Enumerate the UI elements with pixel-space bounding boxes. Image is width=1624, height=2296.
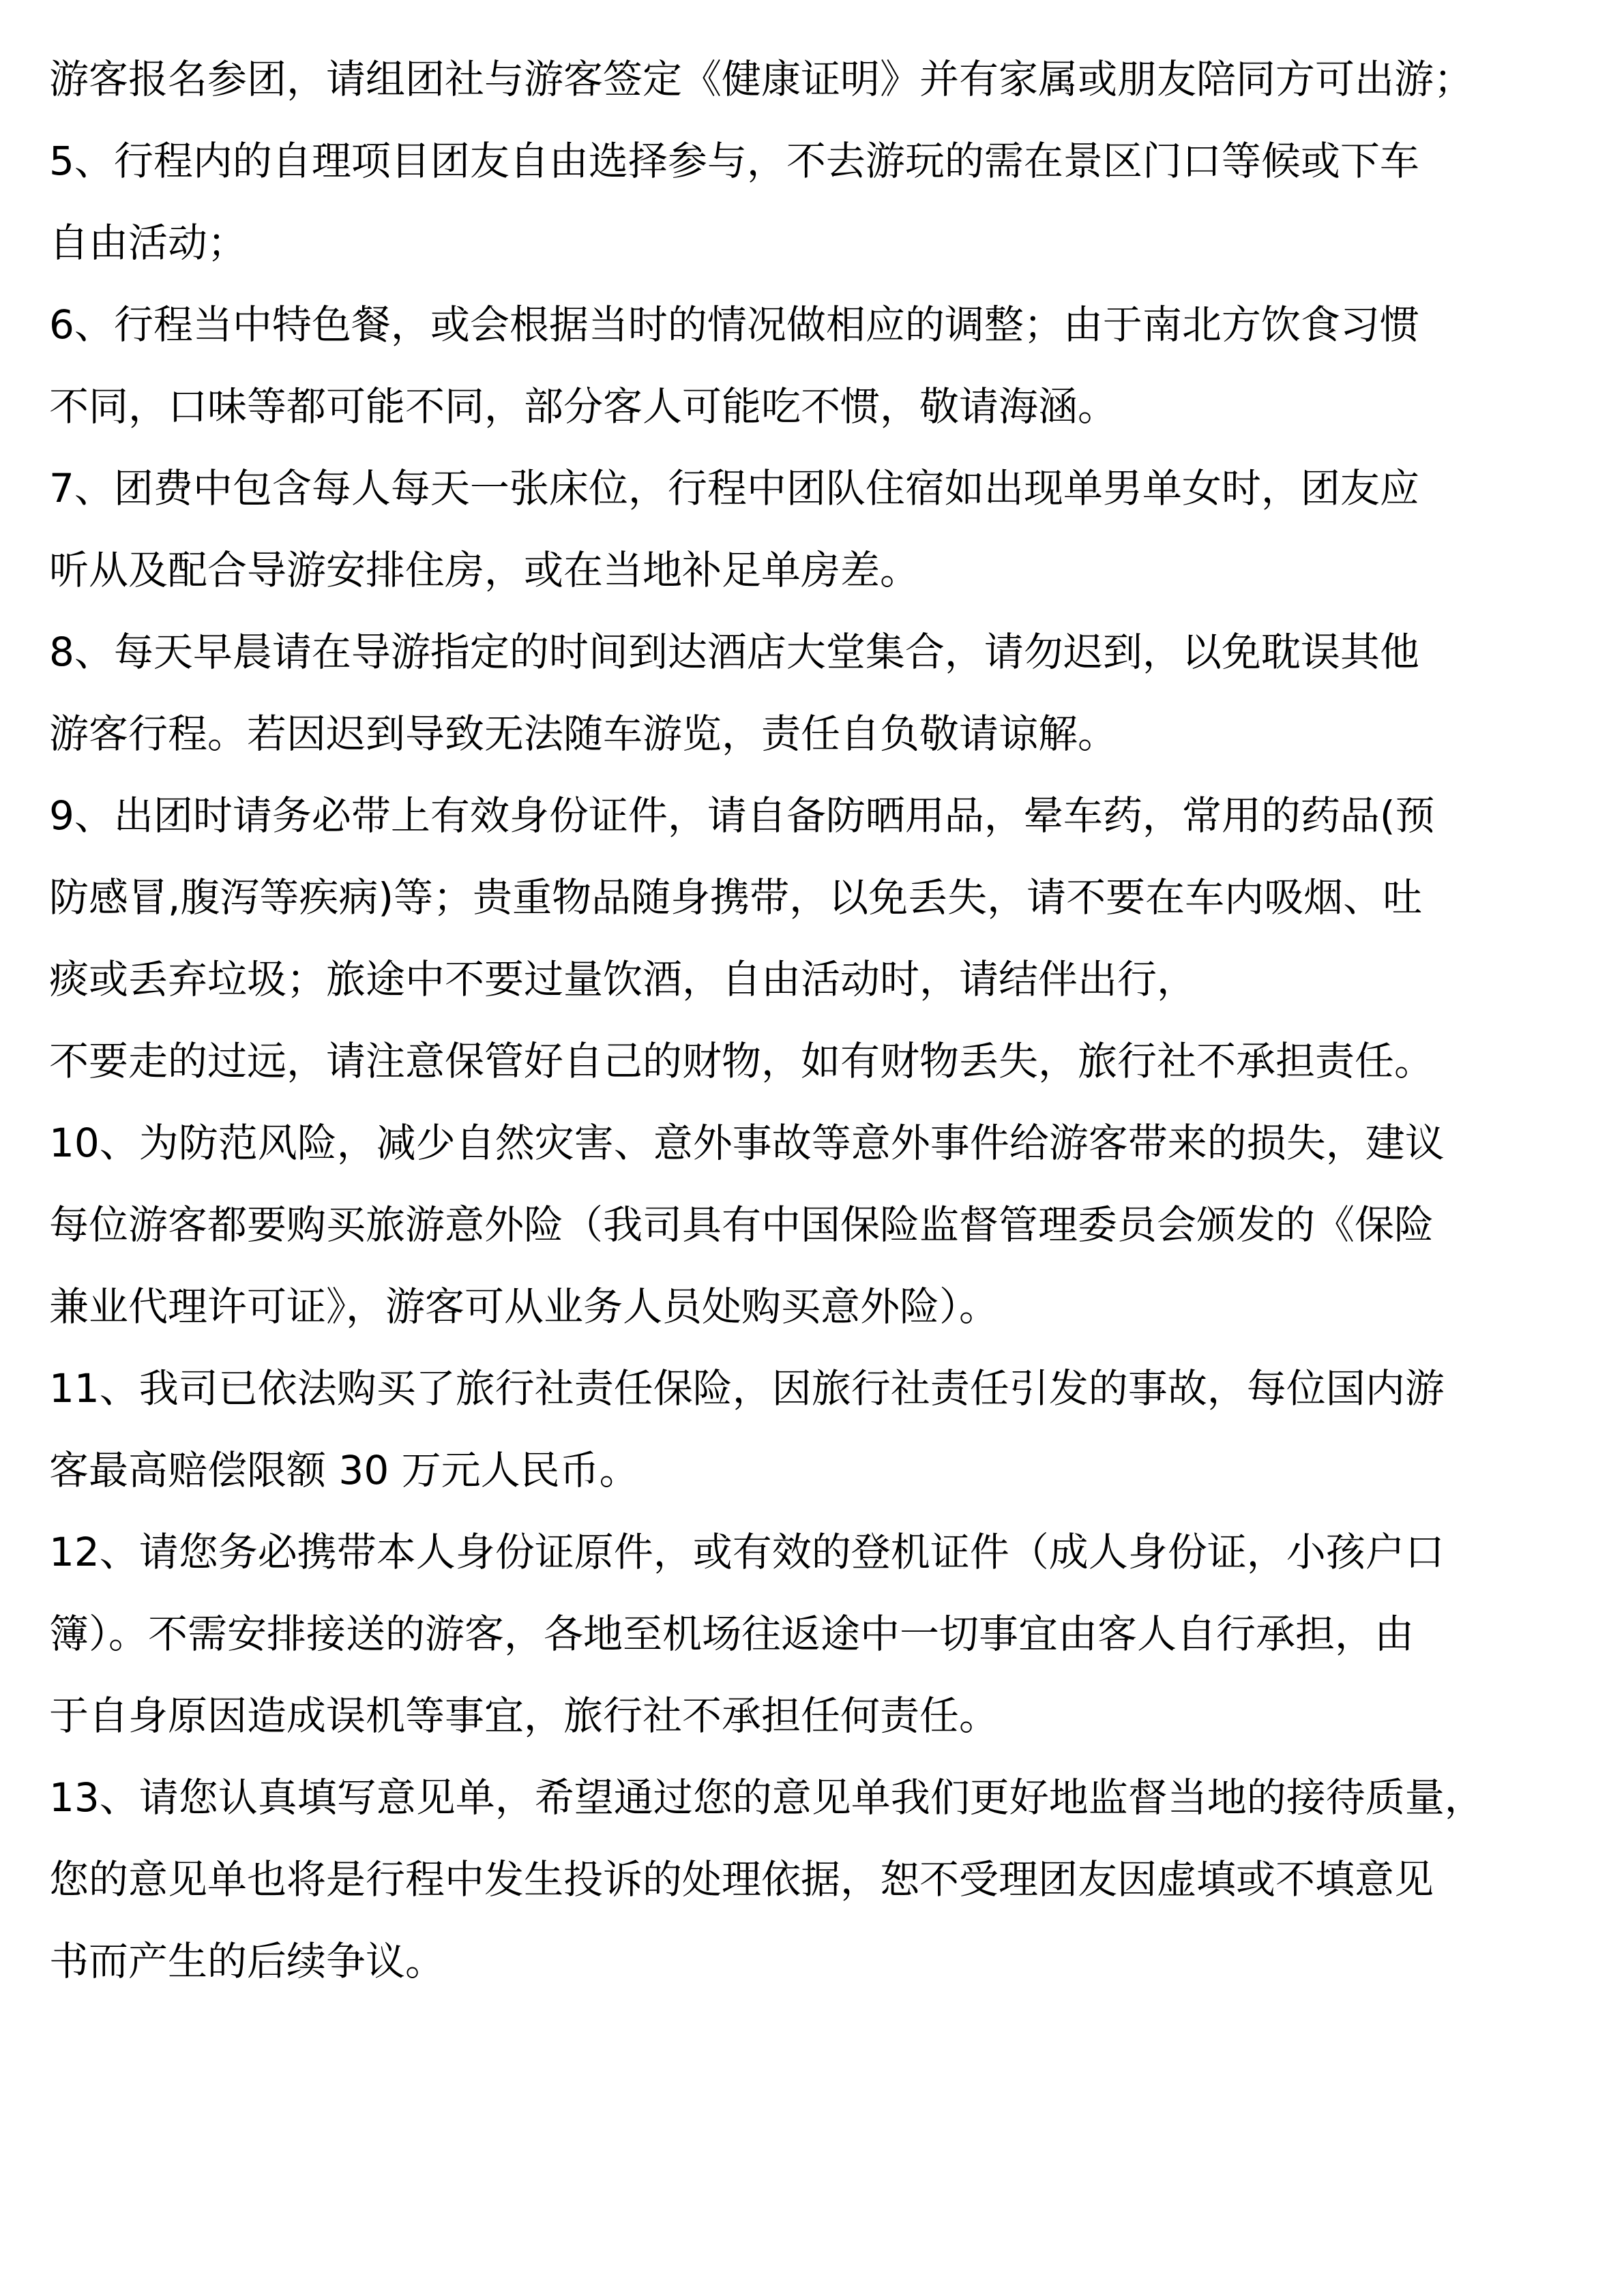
text-line: 10、为防范风险，减少自然灾害、意外事故等意外事件给游客带来的损失，建议	[49, 1120, 1445, 1166]
text-line: 6、行程当中特色餐，或会根据当时的情况做相应的调整；由于南北方饮食习惯	[49, 301, 1419, 348]
text-line: 每位游客都要购买旅游意外险（我司具有中国保险监督管理委员会颁发的《保险	[49, 1202, 1434, 1248]
text-line: 不同，口味等都可能不同，部分客人可能吃不惯，敬请海涵。	[49, 383, 1118, 430]
text-line: 13、请您认真填写意见单，希望通过您的意见单我们更好地监督当地的接待质量，	[49, 1774, 1484, 1821]
text-line: 游客报名参团，请组团社与游客签定《健康证明》并有家属或朋友陪同方可出游；	[49, 56, 1474, 102]
text-line: 兼业代理许可证》，游客可从业务人员处购买意外险）。	[49, 1283, 999, 1330]
text-line: 自由活动；	[49, 220, 248, 266]
text-line: 您的意见单也将是行程中发生投诉的处理依据，恕不受理团友因虚填或不填意见	[49, 1856, 1434, 1903]
text-line: 11、我司已依法购买了旅行社责任保险，因旅行社责任引发的事故，每位国内游	[49, 1365, 1445, 1412]
text-line: 8、每天早晨请在导游指定的时间到达酒店大堂集合，请勿迟到，以免耽误其他	[49, 629, 1419, 675]
text-line: 9、出团时请务必带上有效身份证件，请自备防晒用品，晕车药，常用的药品(预	[49, 792, 1435, 839]
text-line: 游客行程。若因迟到导致无法随车游览，责任自负敬请谅解。	[49, 711, 1118, 757]
text-line: 于自身原因造成误机等事宜，旅行社不承担任何责任。	[49, 1693, 999, 1739]
text-line: 防感冒,腹泻等疾病)等；贵重物品随身携带，以免丢失，请不要在车内吸烟、吐	[49, 874, 1423, 921]
text-line: 簿）。不需安排接送的游客，各地至机场往返途中一切事宜由客人自行承担，由	[49, 1611, 1415, 1657]
text-line: 5、行程内的自理项目团友自由选择参与，不去游玩的需在景区门口等候或下车	[49, 138, 1419, 184]
text-line: 12、请您务必携带本人身份证原件，或有效的登机证件（成人身份证，小孩户口	[49, 1529, 1445, 1575]
text-line: 听从及配合导游安排住房，或在当地补足单房差。	[49, 547, 920, 593]
text-line: 痰或丢弃垃圾；旅途中不要过量饮酒，自由活动时，请结伴出行，	[49, 956, 1197, 1002]
text-line: 不要走的过远，请注意保管好自己的财物，如有财物丢失，旅行社不承担责任。	[49, 1038, 1434, 1084]
text-line: 7、团费中包含每人每天一张床位，行程中团队住宿如出现单男单女时，团友应	[49, 465, 1419, 511]
text-line: 客最高赔偿限额 30 万元人民币。	[49, 1447, 639, 1493]
text-line: 书而产生的后续争议。	[49, 1938, 445, 1984]
